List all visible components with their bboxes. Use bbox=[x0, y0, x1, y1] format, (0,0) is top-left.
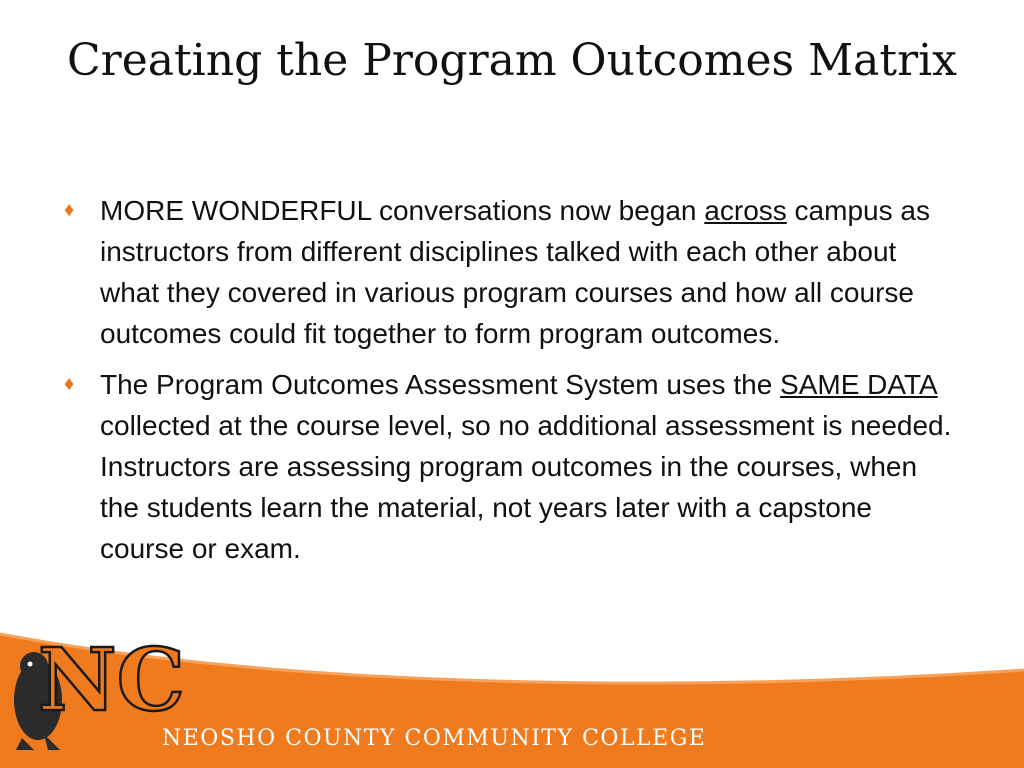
bullet-list bbox=[64, 190, 954, 579]
slide-title: Creating the Program Outcomes Matrix bbox=[67, 35, 957, 86]
bullet-text-part: collected at the course level, so no additional assessment is needed. Instructors are assessing program outcomes in the courses, when the students learn the material, not years later with a capstone course or exam. bbox=[100, 410, 952, 564]
nc-monogram-icon bbox=[38, 630, 185, 731]
bullet-text-underlined: SAME DATA bbox=[780, 369, 938, 400]
bullet-item-1 bbox=[64, 190, 954, 354]
bullet-item-2 bbox=[64, 364, 954, 569]
svg-text:NC: NC bbox=[38, 630, 186, 731]
diamond-bullet-icon: ♦ bbox=[64, 199, 75, 221]
bullet-text-underlined: across bbox=[704, 195, 787, 226]
footer-banner bbox=[0, 630, 1024, 768]
college-logo bbox=[0, 630, 186, 750]
diamond-bullet-icon: ♦ bbox=[64, 373, 75, 395]
college-name: NEOSHO COUNTY COMMUNITY COLLEGE bbox=[162, 726, 707, 751]
bullet-text-part: campus as instructors from different disciplines talked with each other about what they covered in various program courses and how all course outcomes could fit together to form program outcomes. bbox=[100, 195, 930, 349]
bullet-text-part: The Program Outcomes Assessment System uses the bbox=[100, 369, 781, 400]
bullet-text-part: MORE WONDERFUL conversations now began bbox=[100, 195, 705, 226]
